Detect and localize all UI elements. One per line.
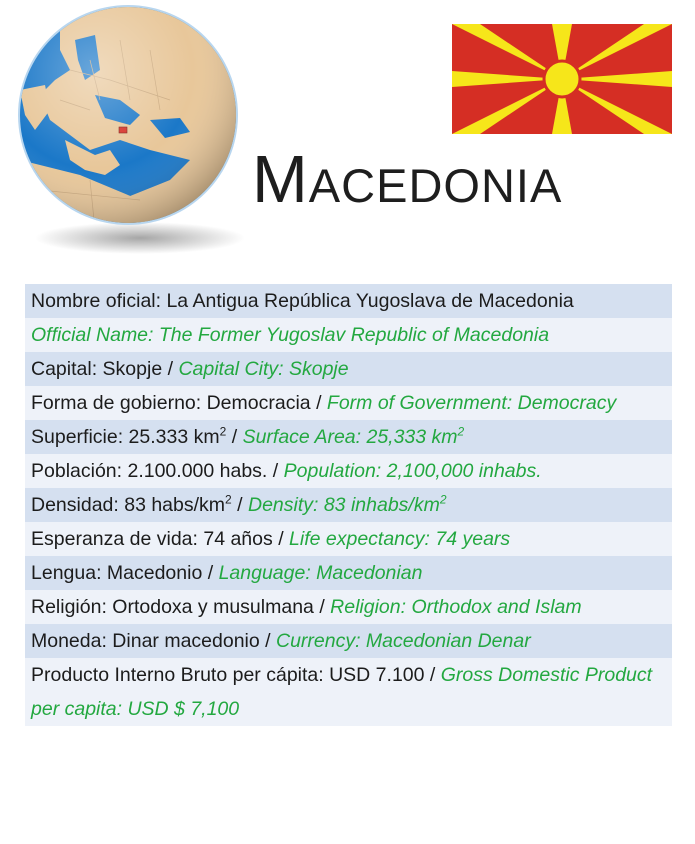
population-es: Población: 2.100.000 habs. <box>31 460 268 482</box>
country-info-table <box>25 284 672 726</box>
table-row: Capital: Skopje / Capital City: Skopje <box>25 352 672 386</box>
table-row: Lengua: Macedonio / Language: Macedonian <box>25 556 672 590</box>
religion-es: Religión: Ortodoxa y musulmana <box>31 596 314 618</box>
area-en: Surface Area: 25,333 $km^2$ <box>242 424 465 448</box>
official-name-en: Official Name: The Former Yugoslav Republic of Macedonia <box>31 324 550 346</box>
macedonia-flag-icon <box>452 24 672 134</box>
table-row <box>25 318 672 352</box>
table-row: Población: 2.100.000 habs. / Population: 2,100,000 inhabs. <box>25 454 672 488</box>
government-es: Forma de gobierno: Democracia <box>31 392 311 414</box>
language-en: Language: Macedonian <box>218 562 423 584</box>
density-en: Density: 83 inhabs/$km^2$ <box>247 492 447 516</box>
capital-es: Capital: Skopje <box>31 358 163 380</box>
official-name-es: Nombre oficial: La Antigua República Yugoslava de Macedonia <box>31 290 574 312</box>
table-row: Superficie: 25.333 $km^2$ / Surface Area: 25,333 $km^2$ <box>25 420 672 454</box>
table-row <box>25 284 672 318</box>
religion-en: Religion: Orthodox and Islam <box>330 596 582 618</box>
table-row: Producto Interno Bruto per cápita: USD 7.100 / Gross Domestic Product per capita: USD $ 7,100 <box>25 658 672 726</box>
table-row: Esperanza de vida: 74 años / Life expectancy: 74 years <box>25 522 672 556</box>
europe-globe-icon <box>0 0 250 260</box>
government-en: Form of Government: Democracy <box>326 392 617 414</box>
area-es: Superficie: 25.333 $km^2$ <box>31 424 227 448</box>
population-en: Population: 2,100,000 inhabs. <box>283 460 542 482</box>
gdp-es: Producto Interno Bruto per cápita: USD 7.100 <box>31 664 425 686</box>
life-expectancy-es: Esperanza de vida: 74 años <box>31 528 273 550</box>
density-es: Densidad: 83 habs/$km^2$ <box>31 492 232 516</box>
currency-es: Moneda: Dinar macedonio <box>31 630 260 652</box>
gdp-en: Gross Domestic Product per capita: USD $ 7,100 <box>31 664 653 720</box>
page-title: Macedonia <box>252 142 563 217</box>
table-row: Densidad: 83 habs/$km^2$ / Density: 83 inhabs/$km^2$ <box>25 488 672 522</box>
table-row: Forma de gobierno: Democracia / Form of Government: Democracy <box>25 386 672 420</box>
table-row: Moneda: Dinar macedonio / Currency: Macedonian Denar <box>25 624 672 658</box>
capital-en: Capital City: Skopje <box>178 358 349 380</box>
currency-en: Currency: Macedonian Denar <box>275 630 531 652</box>
life-expectancy-en: Life expectancy: 74 years <box>289 528 511 550</box>
table-row: Religión: Ortodoxa y musulmana / Religion: Orthodox and Islam <box>25 590 672 624</box>
language-es: Lengua: Macedonio <box>31 562 203 584</box>
